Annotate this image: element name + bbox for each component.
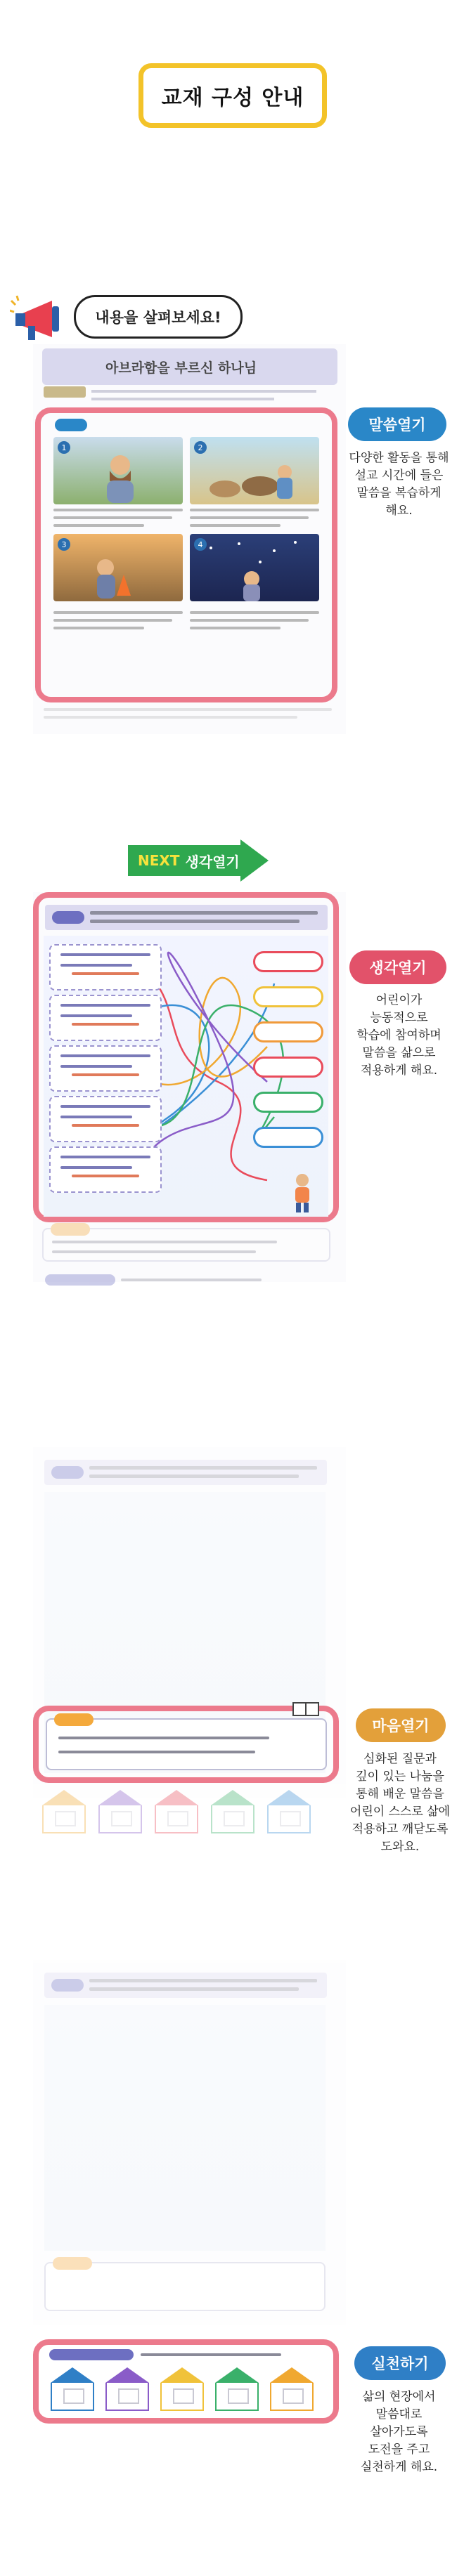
answer-blank[interactable] [253, 1057, 323, 1078]
page-title: 교재 구성 안내 [138, 63, 327, 128]
next-banner: NEXT 생각열기 [138, 852, 240, 870]
verse-card [49, 1096, 162, 1142]
story-text-4 [190, 611, 319, 634]
verse-card [49, 1045, 162, 1092]
story-panel-1: 1 [53, 437, 183, 504]
section-tag-word [55, 419, 87, 431]
intro-callout: 내용을 살펴보세요! [74, 295, 243, 339]
practice-house[interactable] [270, 2367, 314, 2411]
section-description-think: 어린이가 능동적으로 학습에 참여하며 말씀을 삶으로 적용하게 해요. [356, 993, 442, 1078]
practice-house[interactable] [215, 2367, 259, 2411]
faded-question-box [42, 1228, 330, 1262]
story-panel-2: 2 [190, 437, 319, 504]
reflection-questions [46, 1718, 327, 1770]
story-panel-4: 4 [190, 534, 319, 601]
megaphone-icon [10, 295, 73, 344]
verse-card [49, 944, 162, 990]
practice-tag [49, 2349, 134, 2360]
section-description-word: 다양한 활동을 통해 설교 시간에 들은 말씀을 복습하게 해요. [349, 451, 449, 518]
section-badge-heart: 마음열기 [356, 1708, 446, 1742]
answer-blank[interactable] [253, 1021, 323, 1042]
lesson-title: 아브라함을 부르신 하나님 [42, 348, 337, 385]
story-text-2 [190, 509, 319, 532]
story-text-3 [53, 611, 183, 634]
section-description-practice: 삶의 현장에서 말씀대로 살아가도록 도전을 주고 실천하게 해요. [360, 2390, 438, 2474]
practice-house[interactable] [51, 2367, 94, 2411]
child-illustration [288, 1172, 316, 1214]
story-text-1 [53, 509, 183, 532]
verse-card [49, 1146, 162, 1193]
lesson-meta-line [91, 390, 316, 393]
section-badge-practice: 실천하기 [354, 2346, 446, 2380]
verse-card [49, 995, 162, 1041]
practice-instruction-line [141, 2353, 281, 2356]
answer-blank[interactable] [253, 1127, 323, 1148]
lesson-meta-tag [44, 386, 86, 398]
activity-prompt [45, 905, 328, 930]
book-icon [292, 1700, 320, 1717]
practice-page-preview [33, 1960, 346, 2325]
practice-house[interactable] [105, 2367, 149, 2411]
practice-house[interactable] [160, 2367, 204, 2411]
lesson-footer-text [44, 708, 332, 724]
answer-blank[interactable] [253, 986, 323, 1007]
answer-blank[interactable] [253, 951, 323, 972]
answer-blank[interactable] [253, 1092, 323, 1113]
section-description-heart: 심화된 질문과 깊이 있는 나눔을 통해 배운 말씀을 어린이 스스로 삶에 적용하고 깨닫도록 도와요. [349, 1752, 451, 1854]
faded-practice-row [42, 1270, 330, 1333]
section-badge-think: 생각열기 [349, 950, 446, 984]
faded-houses-row [42, 1790, 337, 1846]
story-panel-3: 3 [53, 534, 183, 601]
lesson-meta-line [91, 398, 274, 400]
section-badge-word: 말씀열기 [348, 407, 446, 441]
